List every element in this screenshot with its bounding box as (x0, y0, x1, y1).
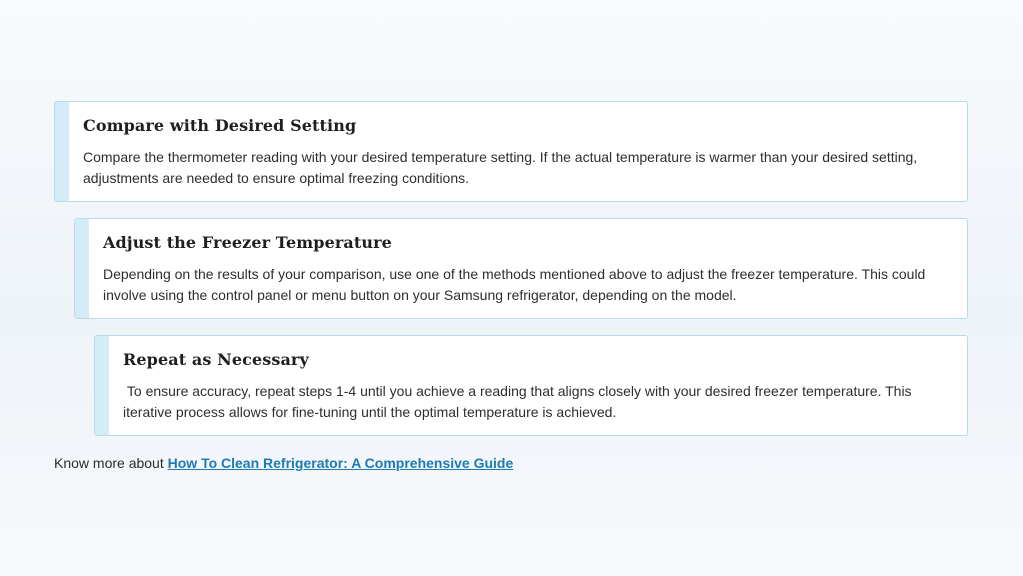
step-card-accent-bar (55, 102, 69, 201)
know-more-line (54, 455, 513, 471)
step-description: Compare the thermometer reading with your desired temperature setting. If the actual temperature is warmer than your desired setting, adjustments are needed to ensure optimal freezing conditions. (83, 149, 918, 186)
step-card-repeat (94, 335, 968, 436)
step-card-compare (54, 101, 968, 202)
related-guide-link[interactable]: How To Clean Refrigerator: A Comprehensive Guide (167, 455, 514, 471)
step-description: To ensure accuracy, repeat steps 1-4 until you achieve a reading that aligns closely with your desired freezer temperature. This iterative process allows for fine-tuning until the optimal temperature is achieved. (123, 383, 916, 420)
step-title: Compare with Desired Setting (83, 116, 357, 135)
know-more-prefix: Know more about (54, 455, 168, 471)
step-description: Depending on the results of your comparison, use one of the methods mentioned above to adjust the freezer temperature. This could involve using the control panel or menu button on your Samsung refrigerator, depending on the model. (103, 266, 926, 303)
step-card-accent-bar (95, 336, 109, 435)
step-title: Adjust the Freezer Temperature (103, 233, 392, 252)
step-card-adjust (74, 218, 968, 319)
step-title: Repeat as Necessary (123, 350, 309, 369)
step-card-accent-bar (75, 219, 89, 318)
